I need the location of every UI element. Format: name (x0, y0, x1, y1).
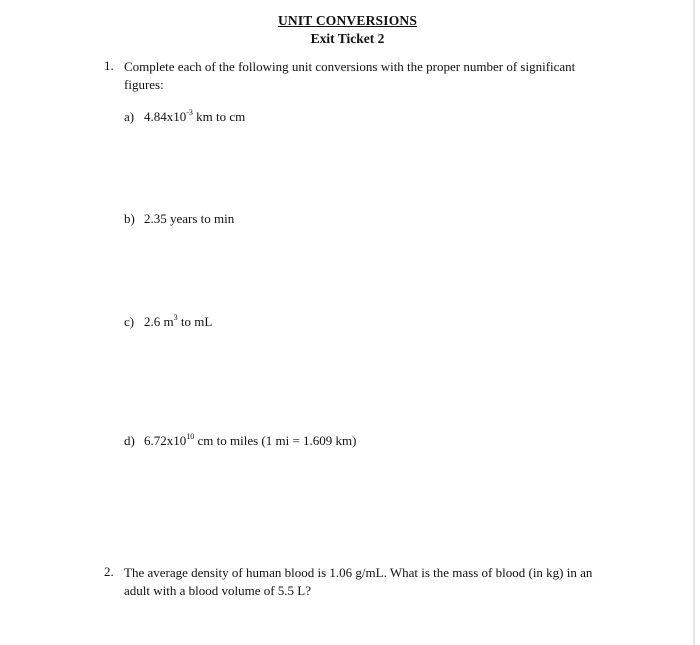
part-c-text: 2.6 m (144, 314, 174, 329)
part-d-label: d) (124, 433, 135, 448)
part-d-units: cm to miles (1 mi = 1.609 km) (194, 433, 357, 448)
page-edge-divider (693, 0, 695, 645)
part-d-exponent: 10 (186, 432, 195, 441)
question-1-number: 1. (104, 58, 114, 73)
question-1-part-c (124, 314, 212, 330)
part-a-units: km to cm (192, 109, 246, 124)
part-c-exponent: 3 (173, 313, 178, 322)
part-c-units: to mL (177, 314, 213, 329)
worksheet-title: UNIT CONVERSIONS (277, 13, 418, 28)
part-a-text: 4.84x10 (144, 109, 187, 124)
part-a-label: a) (124, 109, 135, 124)
question-1-part-a (124, 109, 245, 125)
question-2-text: The average density of human blood is 1.06 g/mL. What is the mass of blood (in kg) in an adult with a blood volume of 5.5 L? (124, 565, 593, 598)
question-1-text: Complete each of the following unit conversions with the proper number of significant figures: (124, 59, 576, 92)
part-c-label: c) (124, 314, 135, 329)
question-2-number: 2. (104, 564, 114, 579)
question-1-part-b (124, 211, 234, 227)
part-d-text: 6.72x10 (144, 433, 187, 448)
part-b-text: 2.35 years to min (144, 211, 235, 226)
question-1-part-d (124, 433, 356, 449)
part-a-exponent: -3 (186, 108, 193, 117)
worksheet-subtitle: Exit Ticket 2 (310, 31, 385, 46)
part-b-label: b) (124, 211, 135, 226)
